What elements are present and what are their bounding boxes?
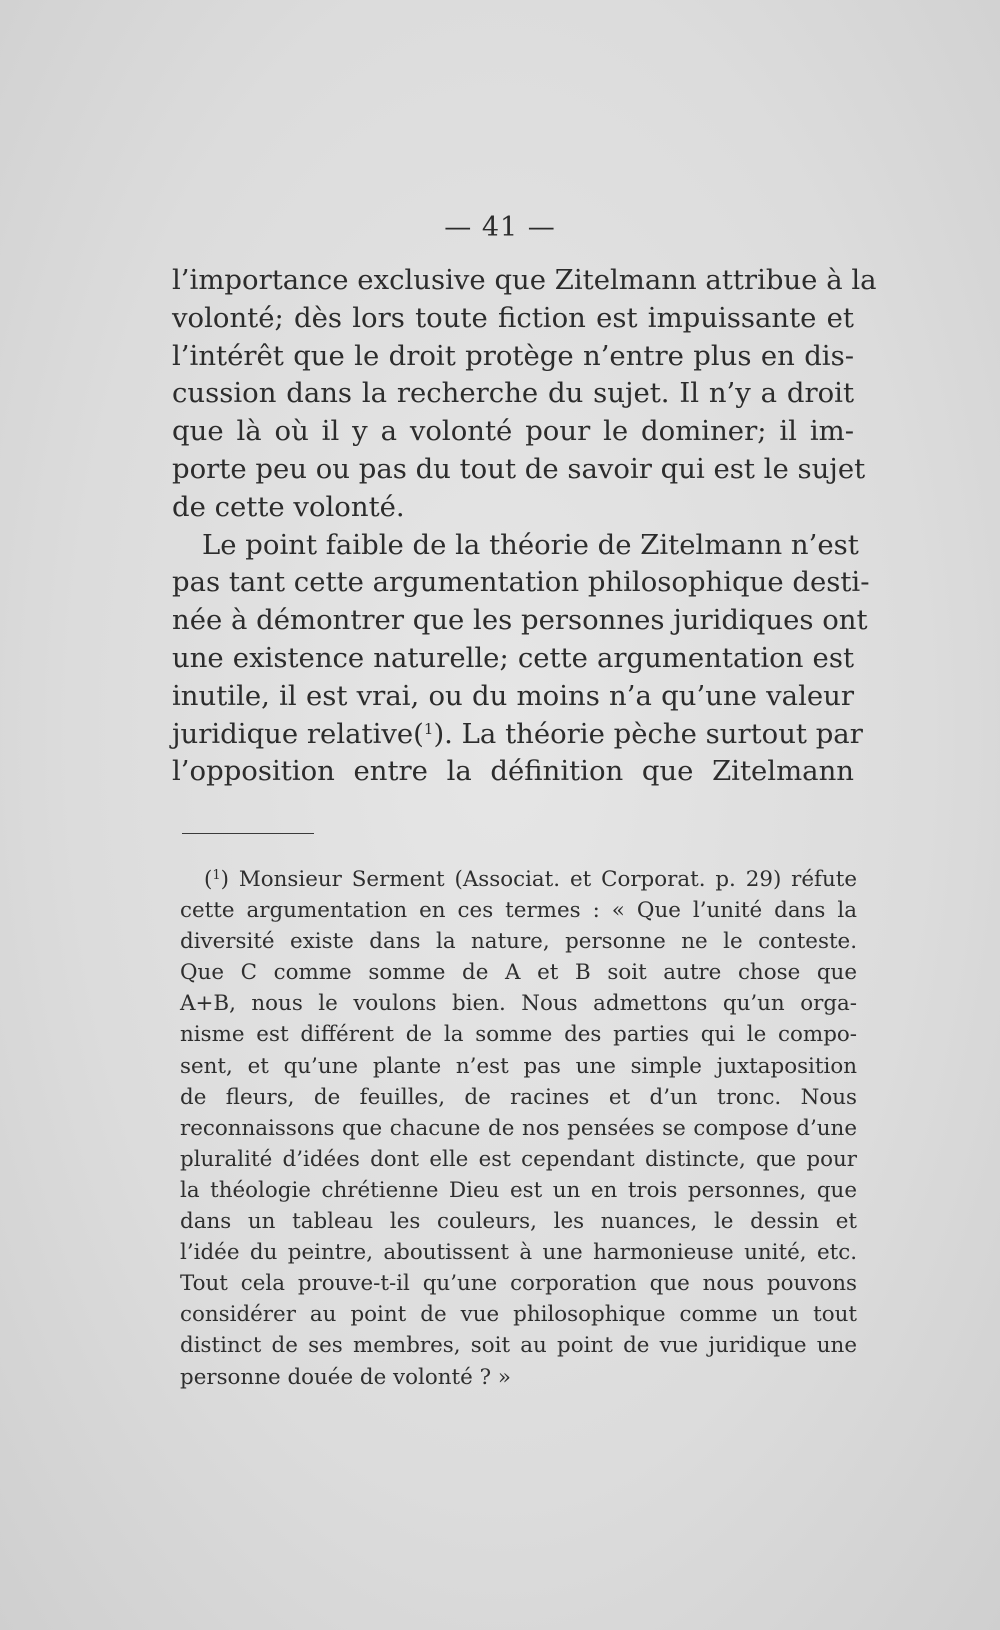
body-line: que là où il y a volonté pour le dominer; il im-	[172, 415, 854, 448]
footnote-line: de fleurs, de feuilles, de racines et d’un tronc. Nous	[180, 1084, 857, 1110]
footnote-line: A+B, nous le voulons bien. Nous admettons qu’un orga-	[180, 991, 857, 1017]
footnote	[180, 864, 857, 1393]
body-line: inutile, il est vrai, ou du moins n’a qu’une valeur	[172, 679, 854, 712]
footnote-line: distinct de ses membres, soit au point de vue juridique une	[180, 1333, 857, 1359]
footnote-line: cette argumentation en ces termes : « Que l’unité dans la	[180, 898, 857, 924]
body-line-part: ). La théorie pèche surtout par	[433, 717, 863, 750]
footnote-line: nisme est différent de la somme des parties qui le compo-	[180, 1022, 857, 1048]
body-line: cussion dans la recherche du sujet. Il n’y a droit	[172, 377, 854, 410]
footnote-line: Tout cela prouve-t-il qu’une corporation que nous pouvons	[180, 1271, 857, 1297]
footnote-separator	[182, 833, 314, 834]
footnote-reference: 1	[423, 719, 434, 738]
footnote-line: sent, et qu’une plante n’est pas une simple juxtaposition	[180, 1053, 857, 1079]
footnote-line: pluralité d’idées dont elle est cependant distincte, que pour	[180, 1146, 857, 1172]
footnote-line: diversité existe dans la nature, personne ne le conteste.	[180, 929, 857, 955]
body-line: pas tant cette argumentation philosophique desti-	[172, 566, 870, 599]
body-line-part: juridique relative(	[172, 717, 424, 750]
body-line: Le point faible de la théorie de Zitelmann n’est	[202, 528, 859, 561]
body-line: de cette volonté.	[172, 490, 405, 523]
body-line: une existence naturelle; cette argumentation est	[172, 641, 854, 674]
footnote-line: dans un tableau les couleurs, les nuances, le dessin et	[180, 1209, 857, 1235]
footnote-line: ($^1$) Monsieur Serment (Associat. et Corporat. p. 29) réfute	[204, 867, 857, 892]
footnote-line: la théologie chrétienne Dieu est un en trois personnes, que	[180, 1177, 857, 1203]
footnote-line-text: ) Monsieur Serment (Associat. et Corporat. p. 29) réfute	[220, 867, 857, 892]
footnote-line: considérer au point de vue philosophique comme un tout	[180, 1302, 857, 1328]
body-line: porte peu ou pas du tout de savoir qui est le sujet	[172, 452, 866, 485]
body-line: volonté; dès lors toute fiction est impuissante et	[172, 301, 854, 334]
footnote-line: reconnaissons que chacune de nos pensées se compose d’une	[180, 1115, 857, 1141]
body-text	[172, 262, 877, 791]
body-line-with-footnote-ref	[172, 716, 863, 754]
footnote-line: personne douée de volonté ? »	[180, 1364, 511, 1390]
body-line: l’importance exclusive que Zitelmann attribue à la	[172, 264, 877, 296]
body-line: née à démontrer que les personnes juridiques ont	[172, 604, 868, 637]
body-line: l’intérêt que le droit protège n’entre plus en dis-	[172, 339, 854, 372]
footnote-line: l’idée du peintre, aboutissent à une harmonieuse unité, etc.	[180, 1240, 857, 1266]
footnote-marker: 1	[212, 868, 221, 883]
footnote-line: Que C comme somme de A et B soit autre chose que	[180, 960, 857, 986]
body-line: l’opposition entre la définition que Zitelmann	[172, 755, 854, 788]
page-number: — 41 —	[444, 212, 556, 243]
